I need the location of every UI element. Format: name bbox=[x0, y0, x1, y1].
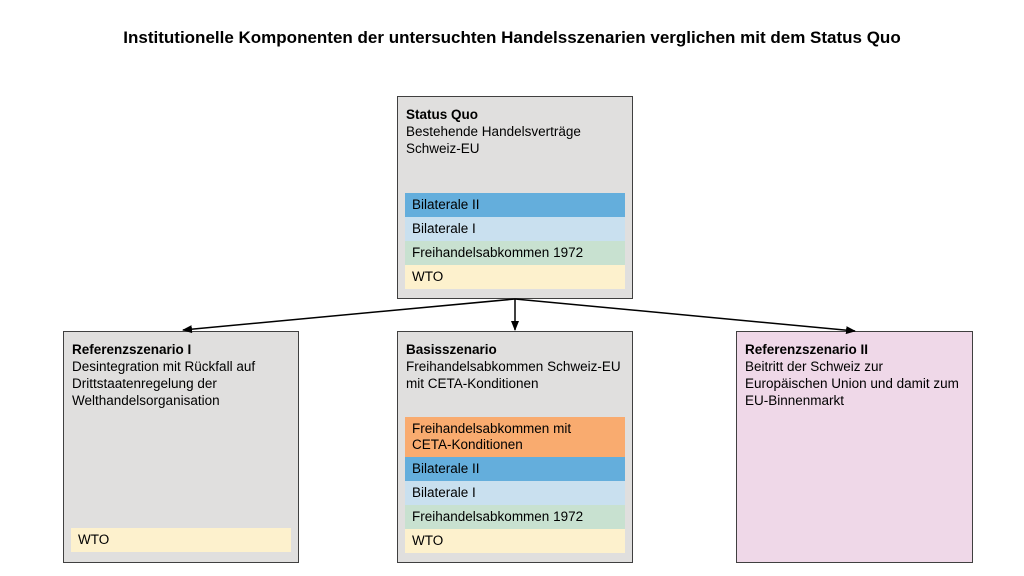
referenzszenario-ii-heading: Referenzszenario II bbox=[745, 342, 869, 357]
basisszenario-description: Freihandelsabkommen Schweiz-EU mit CETA-Konditionen bbox=[406, 359, 621, 391]
referenzszenario-i-heading: Referenzszenario I bbox=[72, 342, 192, 357]
layer-bilaterale-ii: Bilaterale II bbox=[405, 193, 625, 217]
status-quo-description: Bestehende Handelsverträge Schweiz-EU bbox=[406, 124, 581, 156]
diagram-title: Institutionelle Komponenten der untersuchten Handelsszenarien verglichen mit dem Status Quo bbox=[123, 28, 901, 47]
layer-wto: WTO bbox=[405, 529, 625, 553]
basisszenario-heading: Basisszenario bbox=[406, 342, 497, 357]
layer-bilaterale-i: Bilaterale I bbox=[405, 217, 625, 241]
status-quo-heading: Status Quo bbox=[406, 107, 479, 122]
arrow-to-referenzszenario-i bbox=[183, 299, 515, 330]
layer-bilaterale-ii: Bilaterale II bbox=[405, 457, 625, 481]
referenzszenario-ii-description: Beitritt der Schweiz zur Europäischen Union und damit zum EU-Binnenmarkt bbox=[745, 359, 959, 408]
layer-wto: WTO bbox=[405, 265, 625, 289]
referenzszenario-i-description: Desintegration mit Rückfall auf Drittstaatenregelung der Welthandelsorganisation bbox=[72, 359, 256, 408]
layer-ceta: Freihandelsabkommen mit CETA-Konditionen bbox=[405, 417, 625, 457]
arrow-to-referenzszenario-ii bbox=[515, 299, 855, 331]
layer-wto: WTO bbox=[71, 528, 291, 552]
layer-freihandel-1972: Freihandelsabkommen 1972 bbox=[405, 505, 625, 529]
layer-bilaterale-i: Bilaterale I bbox=[405, 481, 625, 505]
layer-freihandel-1972: Freihandelsabkommen 1972 bbox=[405, 241, 625, 265]
